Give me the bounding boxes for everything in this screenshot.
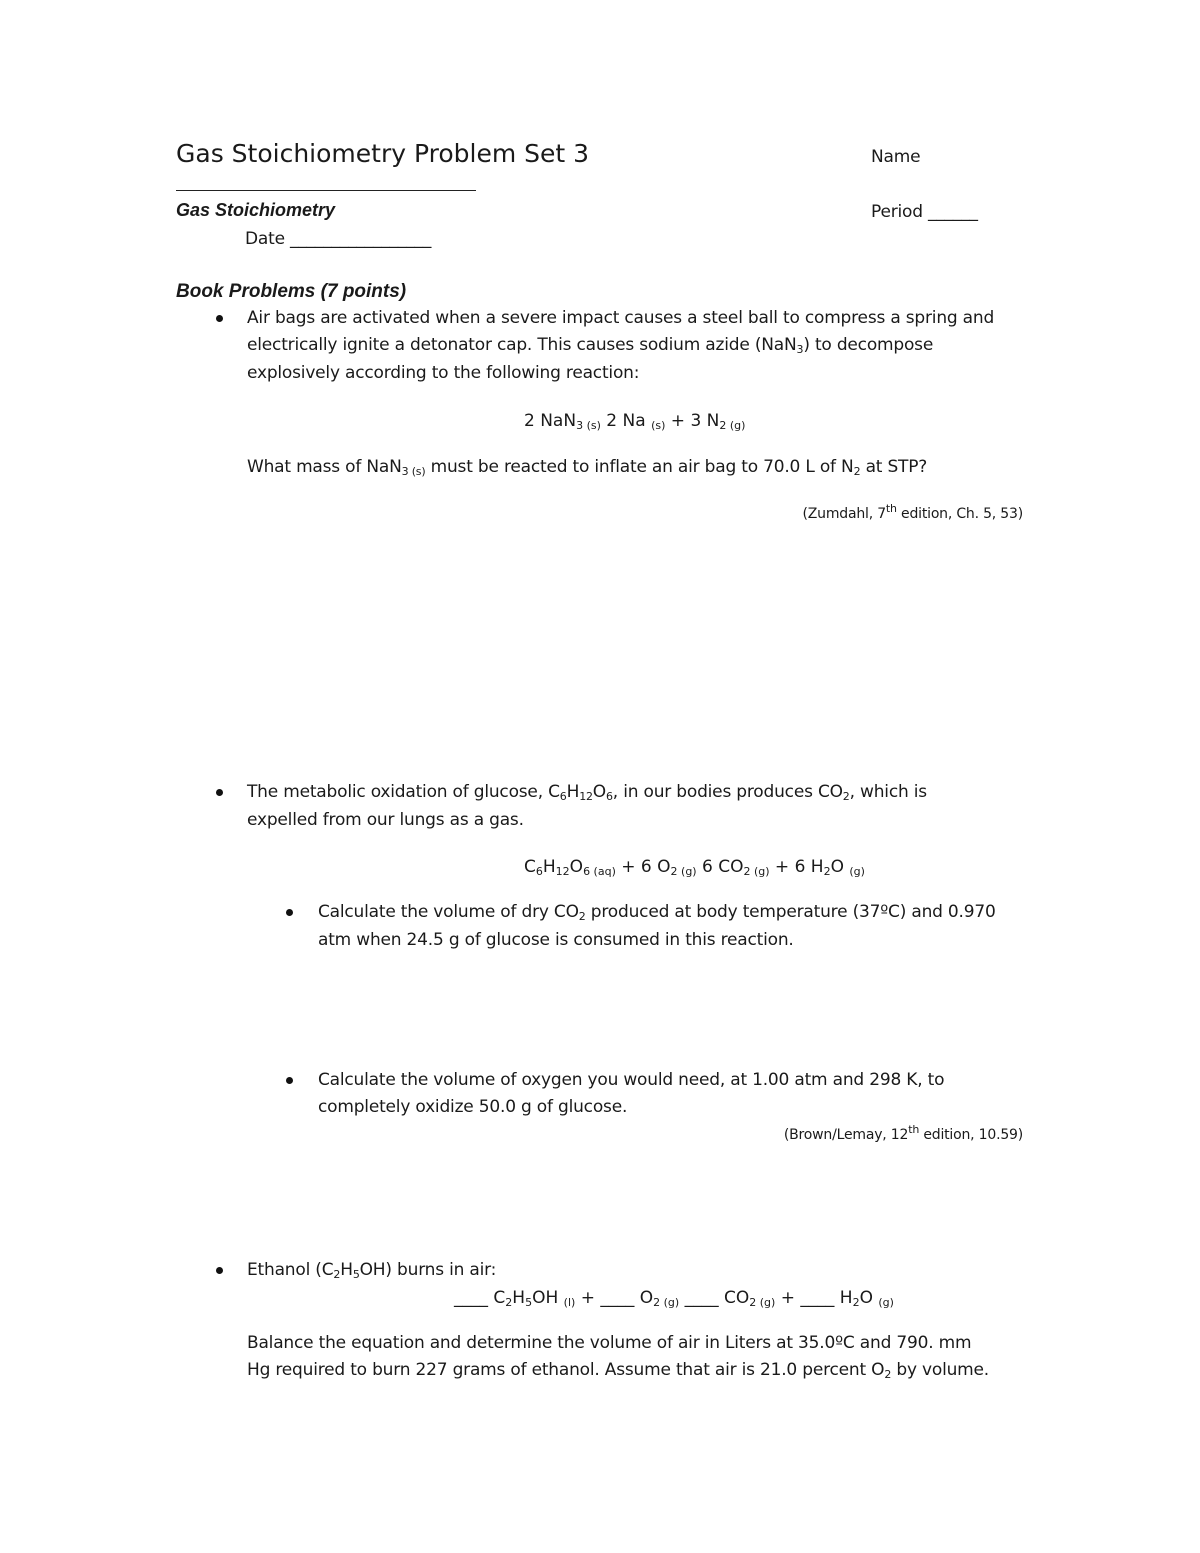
bullet-icon [216, 315, 223, 322]
problem2-line2: expelled from our lungs as a gas. [247, 810, 524, 830]
problem1-line3: explosively according to the following reaction: [247, 363, 640, 383]
problem2-line1: The metabolic oxidation of glucose, $C_6H_{12}O_6$, in our bodies produces $CO_2$, which is [247, 782, 927, 803]
problem3-equation: ____ $C_2H_5OH$ $_{(l)}$ + ____ $O_{2 (g)}$ ____ $CO_{2 (g)}$ + ____ $H_2O$ $_{(g)}$ [454, 1288, 894, 1309]
bullet-icon [216, 789, 223, 796]
problem2-part-a-line1: Calculate the volume of dry $CO_2$ produced at body temperature (37ºC) and 0.970 [318, 902, 996, 923]
bullet-icon [286, 909, 293, 916]
problem2-part-b-line1: Calculate the volume of oxygen you would need, at 1.00 atm and 298 K, to [318, 1070, 945, 1090]
problem3-line2: Balance the equation and determine the volume of air in Liters at 35.0ºC and 790. mm [247, 1333, 972, 1353]
problem3-line1: Ethanol $(C_2H_5OH)$ burns in air: [247, 1260, 497, 1281]
problem1-equation: 2 NaN$_{3 (s)}$ 2 Na $_{(s)}$ + 3 $N_{2 (g)}$ [524, 411, 746, 432]
problem3-line3: Hg required to burn 227 grams of ethanol. Assume that air is 21.0 percent $O_2$ by volume. [247, 1360, 989, 1381]
problem1-line1: Air bags are activated when a severe impact causes a steel ball to compress a spring and [247, 308, 995, 328]
problem2-reference: (Brown/Lemay, 12th edition, 10.59) [783, 1123, 1023, 1143]
problem1-question: What mass of NaN$_{3 (s)}$ must be reacted to inflate an air bag to 70.0 L of $N_2$ at STP? [247, 457, 928, 478]
subtitle: Gas Stoichiometry [176, 200, 336, 220]
name-underline [176, 190, 476, 191]
problem2-part-b-line2: completely oxidize 50.0 g of glucose. [318, 1097, 628, 1117]
problem2-equation: $C_6H_{12}O_{6 (aq)} + 6$ $O_{2 (g)}$ 6 $CO_{2 (g)} + 6$ $H_2O$ $_{(g)}$ [524, 857, 865, 878]
bullet-icon [216, 1267, 223, 1274]
problem1-reference: (Zumdahl, 7th edition, Ch. 5, 53) [802, 502, 1023, 522]
problem1-line2: electrically ignite a detonator cap. This causes sodium azide (NaN$_3$) to decompose [247, 335, 934, 356]
period-label: Period ______ [871, 202, 978, 222]
section-heading: Book Problems (7 points) [176, 281, 407, 302]
problem2-part-a-line2: atm when 24.5 g of glucose is consumed in this reaction. [318, 930, 794, 950]
bullet-icon [286, 1077, 293, 1084]
name-label: Name [871, 147, 921, 167]
page-title: Gas Stoichiometry Problem Set 3 [176, 139, 590, 168]
date-label: Date _________________ [245, 229, 432, 249]
